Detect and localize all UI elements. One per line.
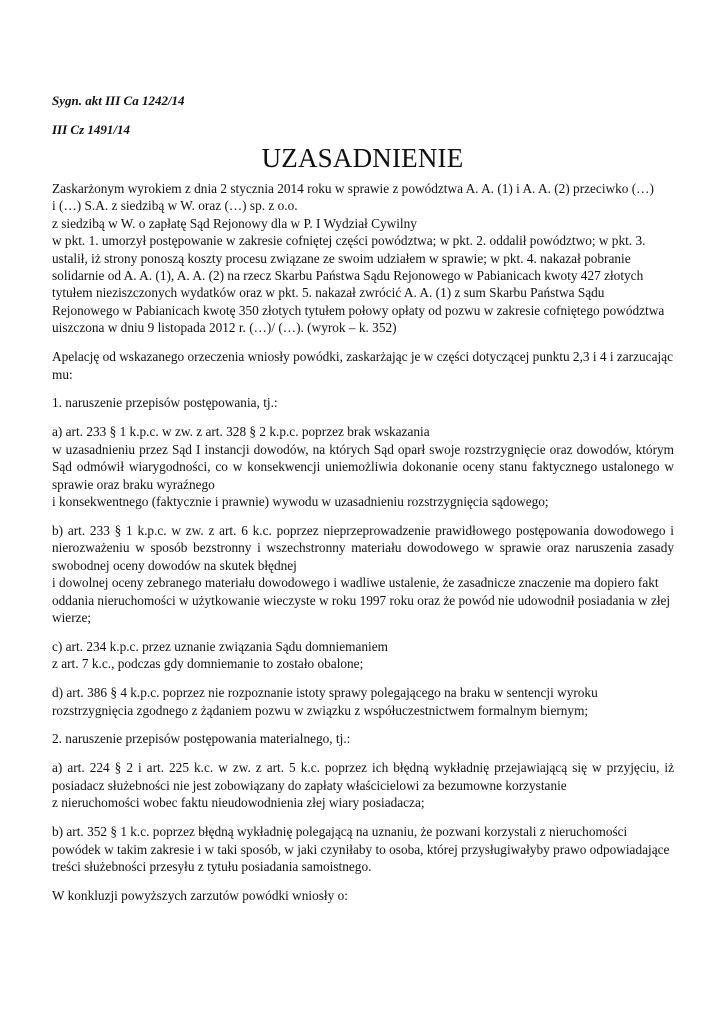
- paragraph-line: z art. 7 k.c., podczas gdy domniemanie to zostało obalone;: [52, 656, 364, 672]
- paragraph-line: W konkluzji powyższych zarzutów powódki wniosły o:: [52, 887, 348, 903]
- paragraph-line: a) art. 224 § 2 i art. 225 k.c. w zw. z art. 5 k.c. poprzez ich błędną wykładnię przejawiającą się w przyjęciu, iż posiadacz służebności nie jest zobowiązany do zapłaty właścicielowi za bezumowne korzystanie: [52, 760, 674, 793]
- paragraph-2: [52, 730, 674, 747]
- paragraph-conclusion: [52, 887, 674, 904]
- paragraph-1a: [52, 423, 674, 510]
- document-body: [52, 180, 674, 916]
- paragraph-2a: [52, 759, 674, 811]
- paragraph-2b: [52, 823, 674, 875]
- paragraph-line: w uzasadnieniu przez Sąd I instancji dowodów, na których Sąd oparł swoje rozstrzygnięcie oraz dowodów, którym Sąd odmówił wiarygodności, co w konsekwencji uniemożliwia dokonanie oceny stanu faktycznego ustalonego w sprawie oraz braku wyraźnego: [52, 441, 674, 492]
- document-title: UZASADNIENIE: [261, 143, 464, 173]
- case-signature-secondary: III Cz 1491/14: [52, 122, 131, 137]
- paragraph-line: i dowolnej oceny zebranego materiału dowodowego i wadliwe ustalenie, że zasadnicze znaczenie ma dopiero fakt oddania nieruchomości w użytkowanie wieczyste w roku 1997 roku oraz że powód nie udowodnił posiadania w złej wierze;: [52, 575, 671, 625]
- case-signature: Sygn. akt III Ca 1242/14: [52, 93, 185, 108]
- paragraph-line: z nieruchomości wobec faktu nieudowodnienia złej wiary posiadacza;: [52, 795, 425, 811]
- paragraph-line: 1. naruszenie przepisów postępowania, tj.:: [52, 395, 278, 411]
- paragraph-1d: [52, 684, 674, 719]
- paragraph-intro: [52, 180, 674, 337]
- paragraph-line: 2. naruszenie przepisów postępowania materialnego, tj.:: [52, 731, 351, 747]
- paragraph-line: d) art. 386 § 4 k.p.c. poprzez nie rozpoznanie istoty sprawy polegającego na braku w sentencji wyroku rozstrzygnięcia zgodnego z żądaniem pozwu w związku z współuczestnictwem formalnym biernym;: [52, 685, 598, 718]
- paragraph-line: Zaskarżonym wyrokiem z dnia 2 stycznia 2014 roku w sprawie z powództwa A. A. (1) i A. A. (2) przeciwko (…): [52, 181, 654, 196]
- paragraph-1: [52, 394, 674, 411]
- paragraph-line: b) art. 233 § 1 k.p.c. w zw. z art. 6 k.c. poprzez nieprzeprowadzenie prawidłowego postępowania dowodowego i nierozważeniu w sposób bezstronny i wszechstronny materiału dowodowego w sprawie oraz naruszenia zasady swobodnej oceny dowodów na skutek błędnej: [52, 522, 674, 573]
- paragraph-line: Apelację od wskazanego orzeczenia wniosły powódki, zaskarżając je w części dotyczącej punktu 2,3 i 4 i zarzucając mu:: [52, 349, 673, 382]
- paragraph-line: i (…) S.A. z siedzibą w W. oraz (…) sp. z o.o.: [52, 198, 298, 214]
- paragraph-appeal: [52, 348, 674, 383]
- paragraph-1b: [52, 522, 674, 626]
- paragraph-line: w pkt. 1. umorzył postępowanie w zakresie cofniętej części powództwa; w pkt. 2. oddalił powództwo; w pkt. 3. ustalił, iż strony ponoszą koszty procesu związane ze swoim udziałem w sprawie; w pkt. 4. nakazał pobranie solidarnie od A. A. (1), A. A. (2) na rzecz Skarbu Państwa Sądu Rejonowego w Pabianicach kwoty 427 złotych tytułem nieziszczonych wydatków oraz w pkt. 5. nakazał zwrócić A. A. (1) z sum Skarbu Państwa Sądu Rejonowego w Pabianicach kwotę 350 złotych tytułem połowy opłaty od pozwu w zakresie cofniętego powództwa uiszczona w dniu 9 listopada 2012 r. (…)/ (…). (wyrok – k. 352): [52, 233, 665, 336]
- paragraph-line: i konsekwentnego (faktycznie i prawnie) wywodu w uzasadnieniu rozstrzygnięcia sądowego;: [52, 494, 549, 509]
- paragraph-line: z siedzibą w W. o zapłatę Sąd Rejonowy dla w P. I Wydział Cywilny: [52, 215, 417, 231]
- paragraph-1c: [52, 638, 674, 673]
- paragraph-line: c) art. 234 k.p.c. przez uznanie związania Sądu domniemaniem: [52, 638, 388, 654]
- paragraph-line: a) art. 233 § 1 k.p.c. w zw. z art. 328 § 2 k.p.c. poprzez brak wskazania: [52, 424, 430, 440]
- paragraph-line: b) art. 352 § 1 k.c. poprzez błędną wykładnię polegającą na uznaniu, że pozwani korzystali z nieruchomości powódek w takim zakresie i w taki sposób, w jaki czyniłaby to osoba, której przysługiwałyby prawo odpowiadające treści służebności przesyłu z tytułu posiadania samoistnego.: [52, 824, 670, 874]
